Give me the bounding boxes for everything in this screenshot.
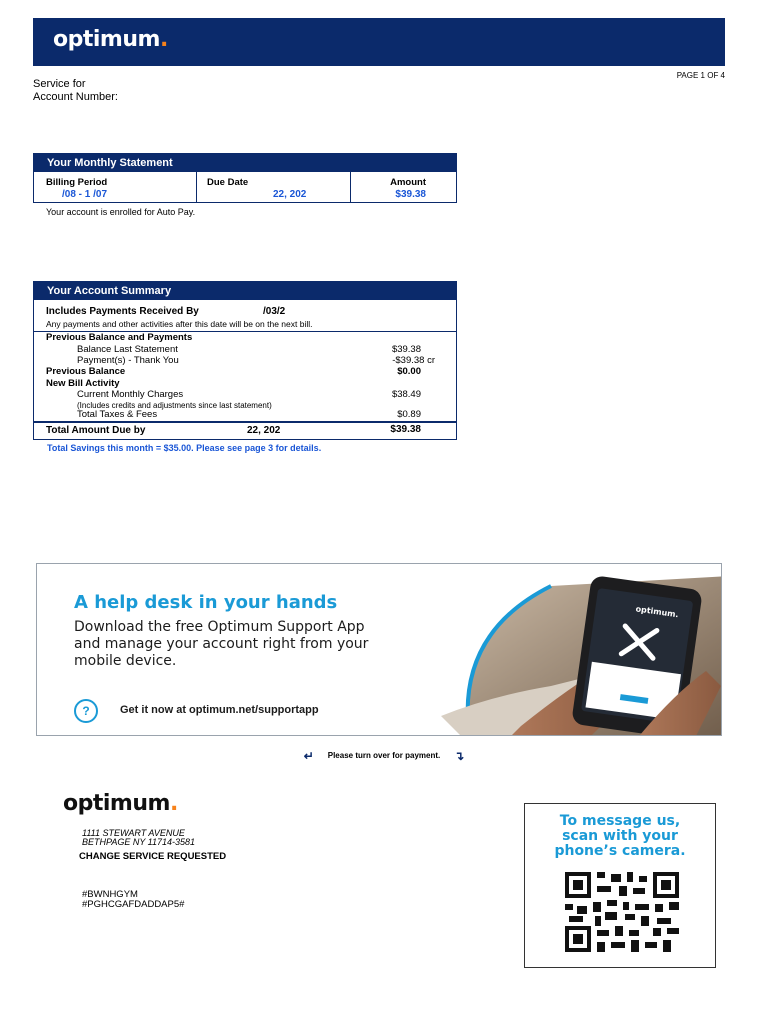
banner-cta-link[interactable]: Get it now at optimum.net/supportapp [120, 704, 319, 716]
new-activity-heading: New Bill Activity [46, 378, 120, 389]
corner-arrow-right-icon: ↴ [454, 749, 465, 763]
account-summary-box [33, 281, 457, 440]
due-date-cell [197, 172, 351, 203]
change-service-requested: CHANGE SERVICE REQUESTED [79, 851, 227, 862]
savings-note: Total Savings this month = $35.00. Please see page 3 for details. [47, 443, 322, 453]
balance-last-label: Balance Last Statement [77, 344, 178, 355]
total-due-value: $39.38 [390, 424, 421, 435]
phone-in-hand-image [431, 576, 722, 736]
credits-note: (Includes credits and adjustments since last statement) [77, 401, 272, 410]
amount-value: $39.38 [395, 189, 426, 200]
payments-value: -$39.38 cr [392, 355, 435, 366]
qr-message-box [524, 803, 716, 968]
billing-period-value: /08 - 1 /07 [62, 189, 108, 200]
billing-period-label: Billing Period [46, 177, 108, 188]
previous-balance-value: $0.00 [397, 366, 421, 377]
billing-period-cell [34, 172, 197, 203]
mailing-code-2: #PGHCGAFDADDAP5# [82, 899, 185, 910]
previous-section-heading: Previous Balance and Payments [46, 332, 193, 343]
return-address-line2: BETHPAGE NY 11714-3581 [82, 837, 196, 847]
balance-last-value: $39.38 [391, 344, 421, 355]
optimum-logo-remit: optimum. [63, 791, 178, 816]
turn-over-text: Please turn over for payment. [327, 751, 441, 761]
account-number-label: Account Number: [33, 91, 118, 103]
taxes-value: $0.89 [397, 409, 421, 420]
chat-question-icon: ? [74, 699, 98, 723]
banner-title: A help desk in your hands [74, 592, 338, 613]
page-indicator: PAGE 1 OF 4 [676, 71, 725, 80]
optimum-logo: optimum. [53, 27, 168, 52]
autopay-note: Your account is enrolled for Auto Pay. [46, 207, 196, 217]
qr-instructions: To message us, scan with your phone’s camera. [554, 813, 686, 859]
received-by-value: /03/2 [263, 306, 286, 317]
total-due-date: 22, 202 [247, 425, 281, 436]
received-by-label: Includes Payments Received By [46, 306, 199, 317]
service-for-label: Service for [33, 78, 86, 90]
corner-arrow-left-icon: ↵ [303, 749, 314, 763]
total-divider [34, 421, 456, 423]
mailing-code-1: #BWNHGYM [82, 889, 138, 900]
amount-label: Amount [390, 177, 426, 188]
header-bar [33, 18, 725, 66]
monthly-statement-box [33, 153, 457, 203]
payments-label: Payment(s) - Thank You [77, 355, 179, 366]
next-bill-note: Any payments and other activities after this date will be on the next bill. [46, 319, 313, 329]
current-charges-label: Current Monthly Charges [77, 389, 184, 400]
taxes-label: Total Taxes & Fees [77, 409, 158, 420]
due-date-value: 22, 202 [273, 189, 307, 200]
statement-title: Your Monthly Statement [34, 154, 456, 172]
banner-body: Download the free Optimum Support App and manage your account right from your mobile device. [74, 619, 369, 669]
summary-title: Your Account Summary [34, 282, 456, 300]
turn-over-note [0, 749, 768, 763]
amount-cell [351, 172, 456, 203]
due-date-label: Due Date [207, 177, 249, 188]
total-due-label: Total Amount Due by [46, 425, 146, 436]
support-app-banner[interactable] [36, 563, 722, 736]
previous-balance-label: Previous Balance [46, 366, 126, 377]
qr-code-icon[interactable] [565, 872, 679, 952]
return-address-line1: 1111 STEWART AVENUE [82, 828, 185, 838]
current-charges-value: $38.49 [391, 389, 421, 400]
phone-screen-logo: optimum. [635, 604, 680, 620]
